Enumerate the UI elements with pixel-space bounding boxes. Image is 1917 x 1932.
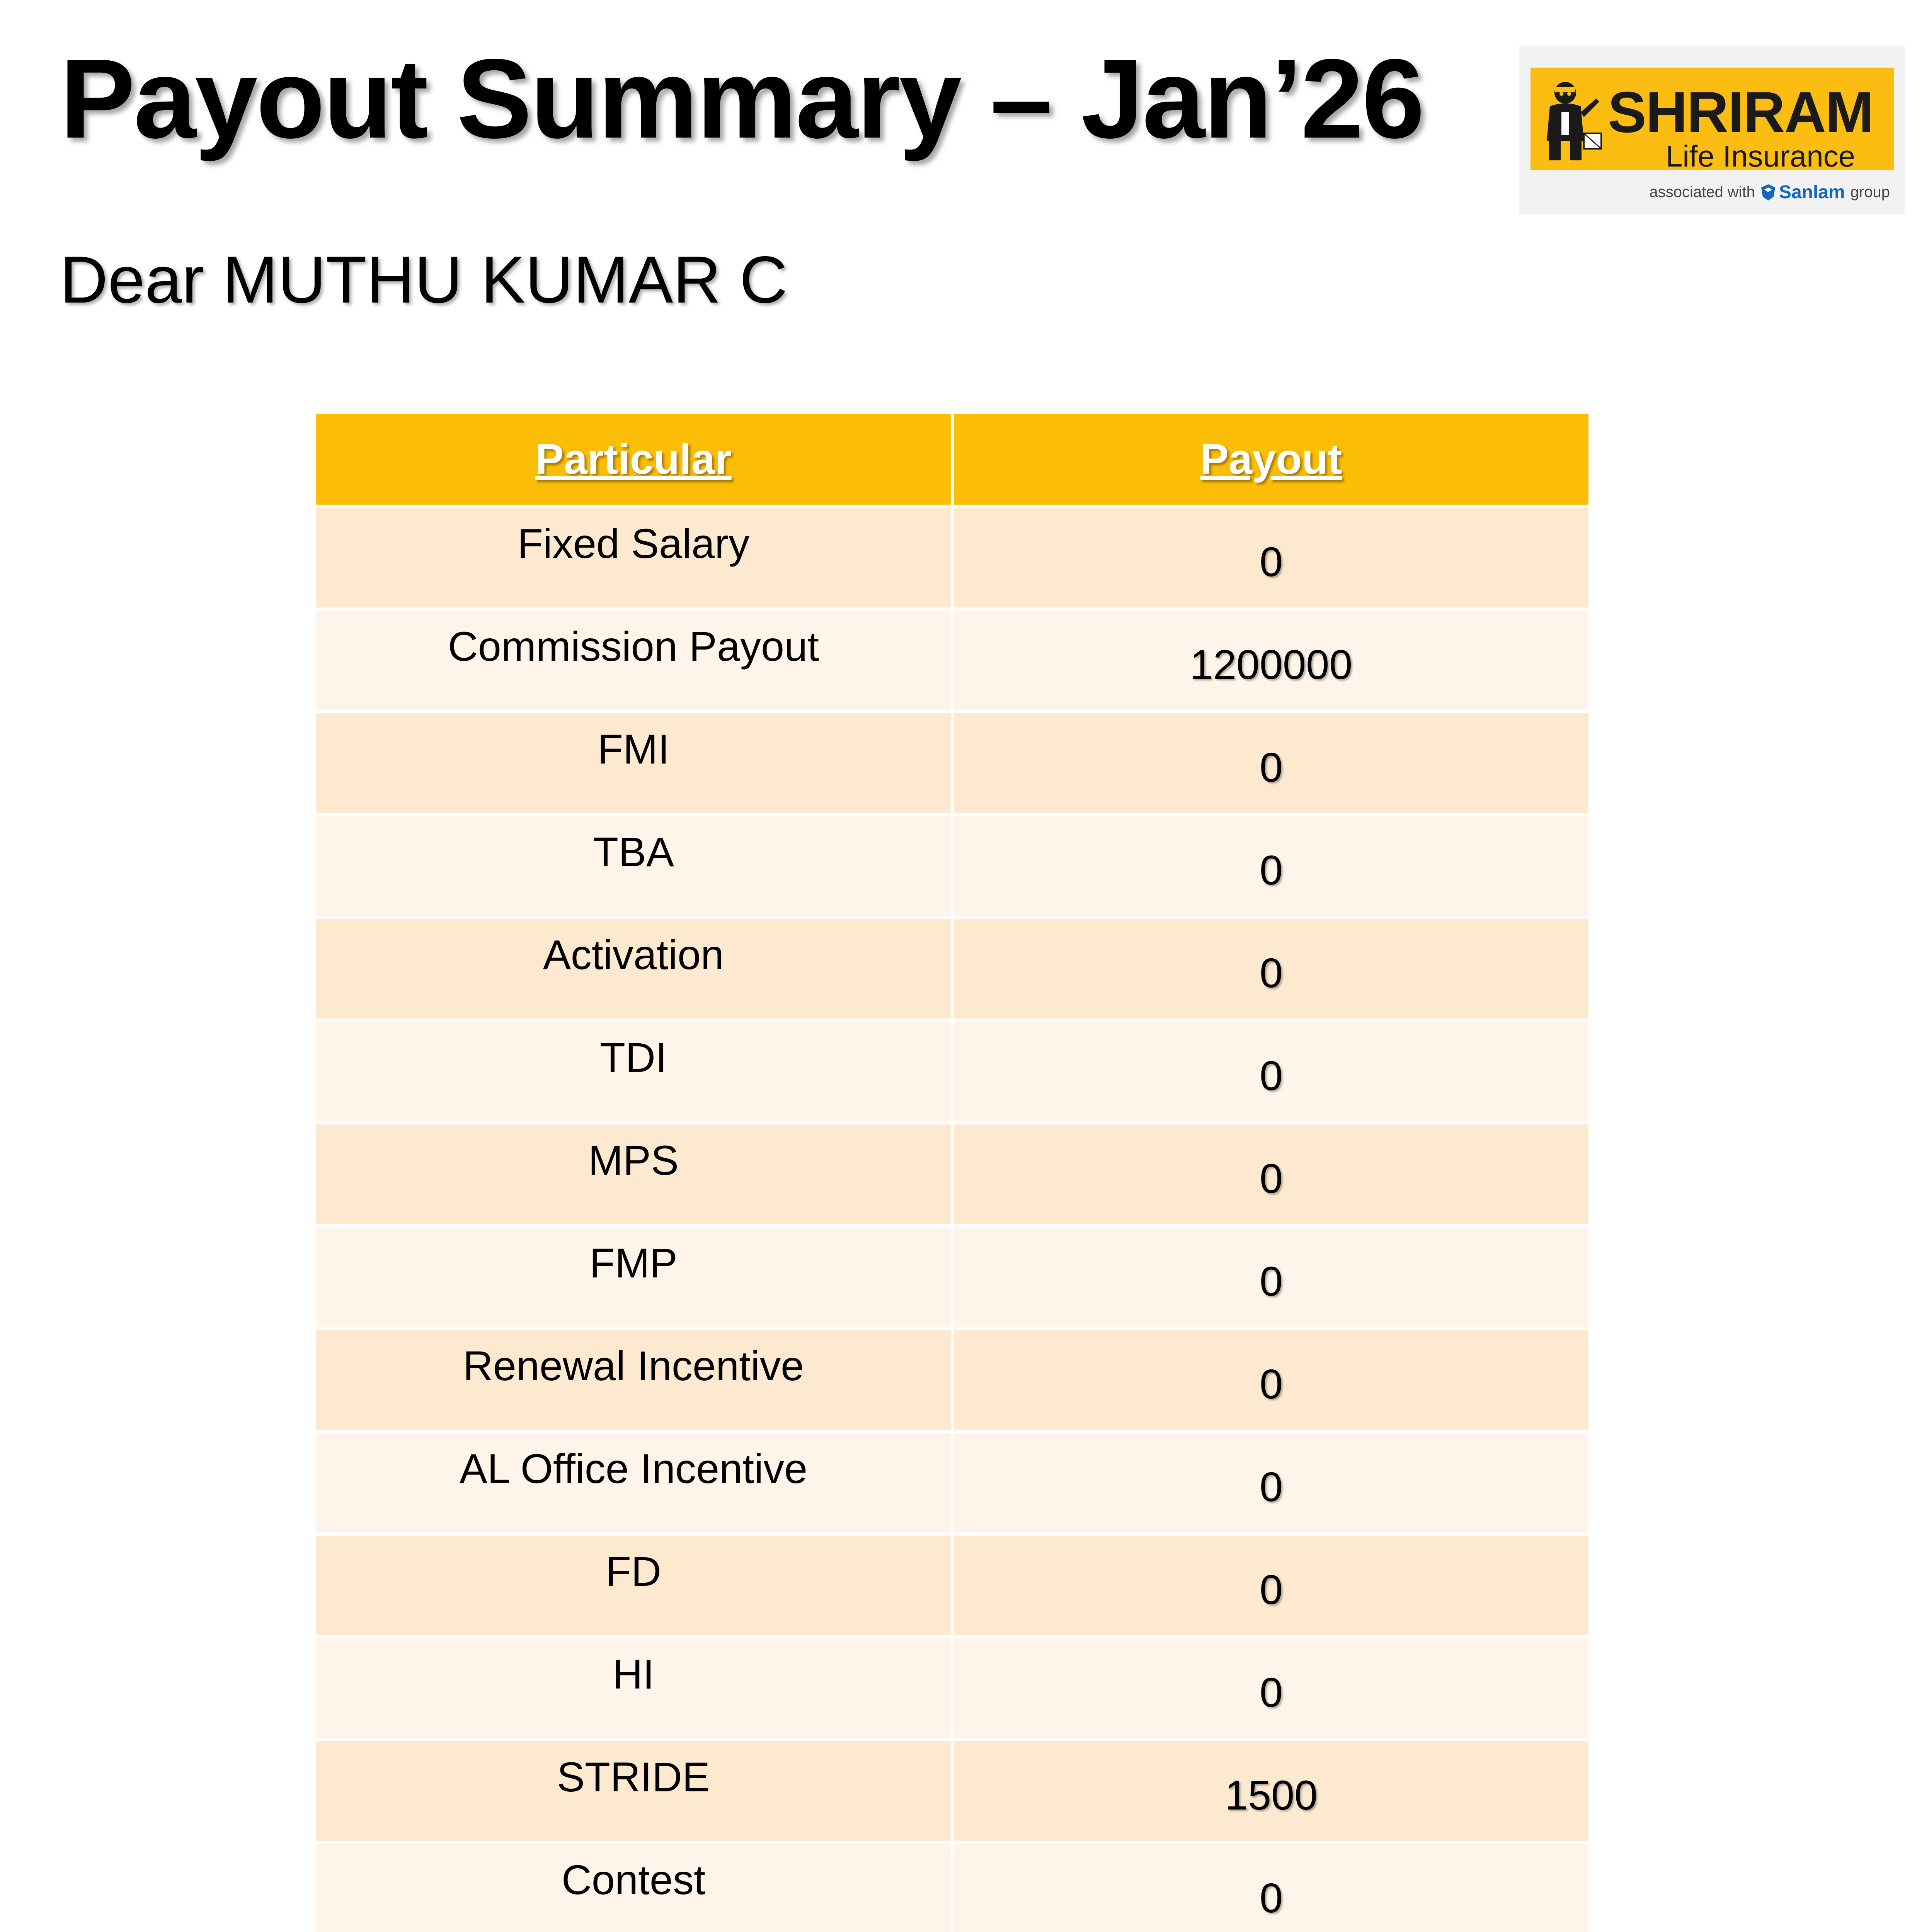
row-payout: 0 bbox=[952, 1637, 1590, 1740]
table-row bbox=[315, 1226, 1590, 1328]
row-particular: AL Office Incentive bbox=[315, 1431, 952, 1534]
logo-brand-text: SHRIRAM bbox=[1608, 80, 1873, 145]
greeting: Dear MUTHU KUMAR C bbox=[60, 243, 788, 317]
row-particular: TBA bbox=[315, 815, 952, 917]
logo-subtitle: Life Insurance bbox=[1666, 139, 1855, 173]
row-payout: 0 bbox=[952, 815, 1590, 917]
payout-table bbox=[313, 411, 1592, 1932]
table-row bbox=[315, 1431, 1590, 1534]
payout-table-body bbox=[315, 506, 1590, 1932]
shriram-mascot-icon bbox=[1538, 75, 1604, 162]
table-row bbox=[315, 506, 1590, 609]
row-particular: FMP bbox=[315, 1226, 952, 1328]
row-payout: 0 bbox=[952, 712, 1590, 815]
logo-partner-suffix: group bbox=[1850, 184, 1890, 201]
table-row bbox=[315, 1637, 1590, 1740]
row-payout: 0 bbox=[952, 1226, 1590, 1328]
row-payout: 0 bbox=[952, 1020, 1590, 1123]
table-row bbox=[315, 1534, 1590, 1637]
table-row bbox=[315, 1842, 1590, 1932]
page-title: Payout Summary – Jan’26 bbox=[60, 36, 1423, 162]
table-row bbox=[315, 712, 1590, 815]
row-particular: MPS bbox=[315, 1123, 952, 1226]
logo-band bbox=[1531, 68, 1894, 173]
logo-association bbox=[1649, 182, 1890, 203]
table-row bbox=[315, 1740, 1590, 1842]
logo-associated-text: associated with bbox=[1649, 184, 1755, 201]
row-particular: Contest bbox=[315, 1842, 952, 1932]
row-particular: FMI bbox=[315, 712, 952, 815]
row-payout: 1200000 bbox=[952, 609, 1590, 712]
header-particular: Particular bbox=[315, 412, 952, 506]
table-row bbox=[315, 609, 1590, 712]
table-row bbox=[315, 1123, 1590, 1226]
header-payout: Payout bbox=[952, 412, 1590, 506]
row-payout: 0 bbox=[952, 1328, 1590, 1431]
sanlam-shield-icon bbox=[1760, 184, 1776, 201]
row-particular: Commission Payout bbox=[315, 609, 952, 712]
sanlam-brand bbox=[1760, 182, 1845, 203]
sanlam-text: Sanlam bbox=[1779, 182, 1845, 202]
table-row bbox=[315, 1020, 1590, 1123]
row-particular: Fixed Salary bbox=[315, 506, 952, 609]
row-particular: Activation bbox=[315, 917, 952, 1020]
shriram-logo bbox=[1519, 46, 1905, 214]
row-particular: HI bbox=[315, 1637, 952, 1740]
row-particular: TDI bbox=[315, 1020, 952, 1123]
row-payout: 0 bbox=[952, 506, 1590, 609]
row-payout: 0 bbox=[952, 917, 1590, 1020]
row-payout: 0 bbox=[952, 1431, 1590, 1534]
row-payout: 1500 bbox=[952, 1740, 1590, 1842]
row-particular: FD bbox=[315, 1534, 952, 1637]
table-row bbox=[315, 1328, 1590, 1431]
row-payout: 0 bbox=[952, 1123, 1590, 1226]
row-particular: Renewal Incentive bbox=[315, 1328, 952, 1431]
row-payout: 0 bbox=[952, 1842, 1590, 1932]
row-particular: STRIDE bbox=[315, 1740, 952, 1842]
table-header-row bbox=[315, 412, 1590, 506]
table-row bbox=[315, 815, 1590, 917]
table-row bbox=[315, 917, 1590, 1020]
row-payout: 0 bbox=[952, 1534, 1590, 1637]
